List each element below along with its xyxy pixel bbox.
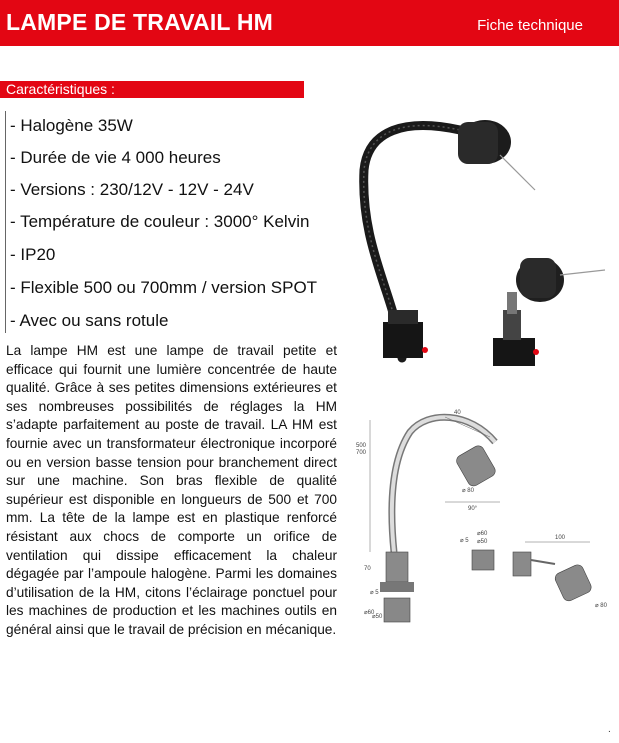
feature-item: - Halogène 35W — [10, 116, 133, 135]
feature-item: - Flexible 500 ou 700mm / version SPOT — [10, 278, 318, 297]
dim-side-b: ⌀50 — [477, 539, 488, 545]
dim-flex-length-alt: 700 — [356, 450, 367, 456]
dim-pipe-dia: ⌀ 5 — [370, 590, 379, 596]
dim-flex-length: 500 — [356, 443, 367, 449]
section-header — [0, 81, 304, 98]
dim-spot-diameter: ⌀ 80 — [595, 603, 607, 609]
feature-item: - Durée de vie 4 000 heures — [10, 148, 221, 167]
section-label: Caractéristiques : — [6, 81, 115, 97]
feature-list-rule — [5, 111, 6, 333]
page-subtitle: Fiche technique — [477, 17, 583, 34]
dim-spot-width: 100 — [555, 535, 566, 541]
dim-head-width: 40 — [454, 410, 461, 416]
footer-mark: . — [608, 724, 611, 735]
header-bar — [0, 0, 619, 46]
feature-item: - Avec ou sans rotule — [10, 311, 169, 330]
feature-item: - Versions : 230/12V - 12V - 24V — [10, 180, 254, 199]
dim-angle: 90° — [468, 506, 478, 512]
dim-side-c: ⌀ 5 — [460, 538, 469, 544]
dim-base-height: 70 — [364, 566, 371, 572]
feature-item: - IP20 — [10, 245, 56, 264]
dim-base-w1: ⌀60 — [364, 610, 375, 616]
dim-base-w2: ⌀50 — [372, 614, 383, 620]
product-photo — [350, 100, 619, 368]
dim-head-diameter: ⌀ 80 — [462, 488, 474, 494]
technical-drawing — [350, 392, 619, 627]
page-title: LAMPE DE TRAVAIL HM — [6, 9, 274, 35]
description-paragraph: La lampe HM est une lampe de travail petite et efficace qui fournit une lumière concentrée de haute qualité. Grâce à ses petites dimensions extérieures et ses nombreuses possibilités de réglages la HM s’adapte parfaitement au poste de travail. LA HM est fournie avec un transformateur électronique incorporé ou en version basse tension pour branchement direct sur une machine. Son bras flexible de qualité supérieur est disponible en longueurs de 500 et 700 mm. La tête de la lampe est en plastique renforcé résistant aux chocs de comporte un orifice de ventilation qui dissipe efficacement la chaleur dégagée par l’ampoule halogène. Parmi les domaines d’utilisation de la HM, citons l’éclairage ponctuel pour les machines de production et les machines outils en général ainsi que le travail de précision en mécanique. — [6, 343, 337, 637]
feature-item: - Température de couleur : 3000° Kelvin — [10, 212, 310, 231]
dim-side-a: ⌀60 — [477, 531, 488, 537]
